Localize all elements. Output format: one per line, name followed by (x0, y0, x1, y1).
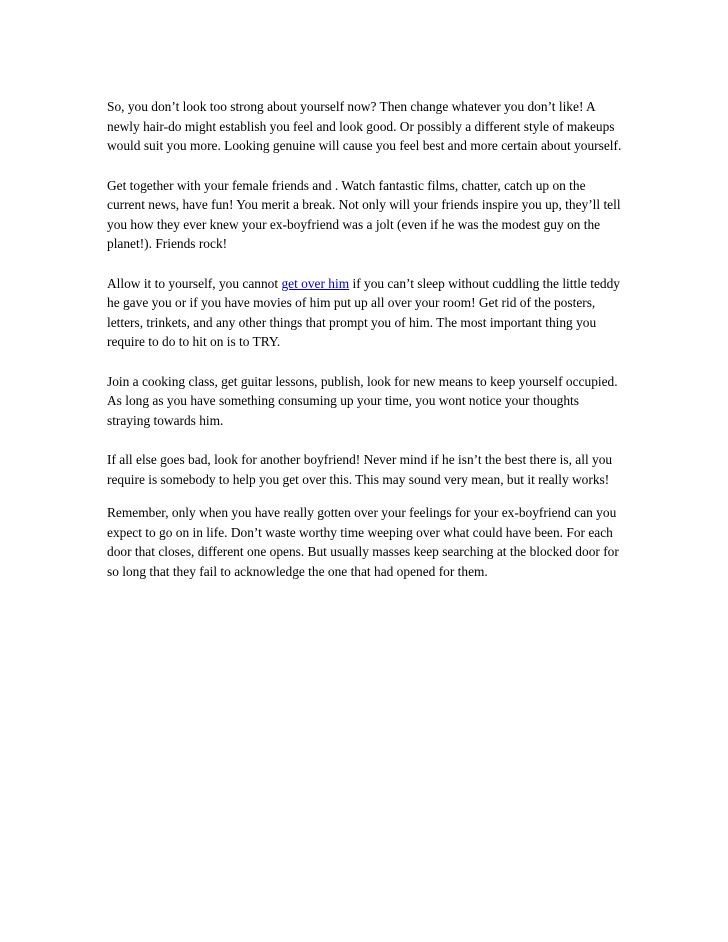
paragraph-let-go (107, 274, 625, 352)
get-over-him-link[interactable]: get over him (281, 275, 350, 291)
paragraph-spacer (107, 489, 625, 503)
paragraph-change-yourself: So, you don’t look too strong about yourself now? Then change whatever you don’t like! A newly hair-do might establish you feel and look good. Or possibly a different style of makeups would suit you more. Looking genuine will cause you feel best and more certain about yourself. (107, 99, 622, 153)
paragraph-spacer (107, 430, 625, 450)
paragraph-let-go-start: Allow it to yourself, you cannot (107, 275, 282, 291)
paragraph-new-boyfriend: If all else goes bad, look for another boyfriend! Never mind if he isn’t the best there is, all you require is somebody to help you get over this. This may sound very mean, but it really works! (107, 452, 613, 487)
paragraph-friends: Get together with your female friends and . Watch fantastic films, chatter, catch up on the current news, have fun! You merit a break. Not only will your friends inspire you up, they’ll tell you how they ever knew your ex-boyfriend was a jolt (even if he was the modest guy on the planet!). Friends rock! (107, 177, 621, 251)
paragraph-let-go-end: if you can’t sleep without cuddling the little teddy he gave you or if you have movies of him put up all over your room! Get rid of the posters, letters, trinkets, and any other things that prompt you of him. The most important thing you require to do to hit on is to TRY. (107, 275, 620, 349)
paragraph-spacer (107, 156, 625, 176)
paragraph-spacer (107, 254, 625, 274)
document-page (107, 97, 625, 581)
paragraph-keep-busy: Join a cooking class, get guitar lessons, publish, look for new means to keep yourself occupied. As long as you have something consuming up your time, you wont notice your thoughts straying towards him. (107, 373, 618, 428)
paragraph-remember: Remember, only when you have really gotten over your feelings for your ex-boyfriend can you expect to go on in life. Don’t waste worthy time weeping over what could have been. For each door that closes, different one opens. But usually masses keep searching at the blocked door for so long that they fail to acknowledge the one that had opened for them. (107, 505, 619, 579)
paragraph-spacer (107, 352, 625, 372)
